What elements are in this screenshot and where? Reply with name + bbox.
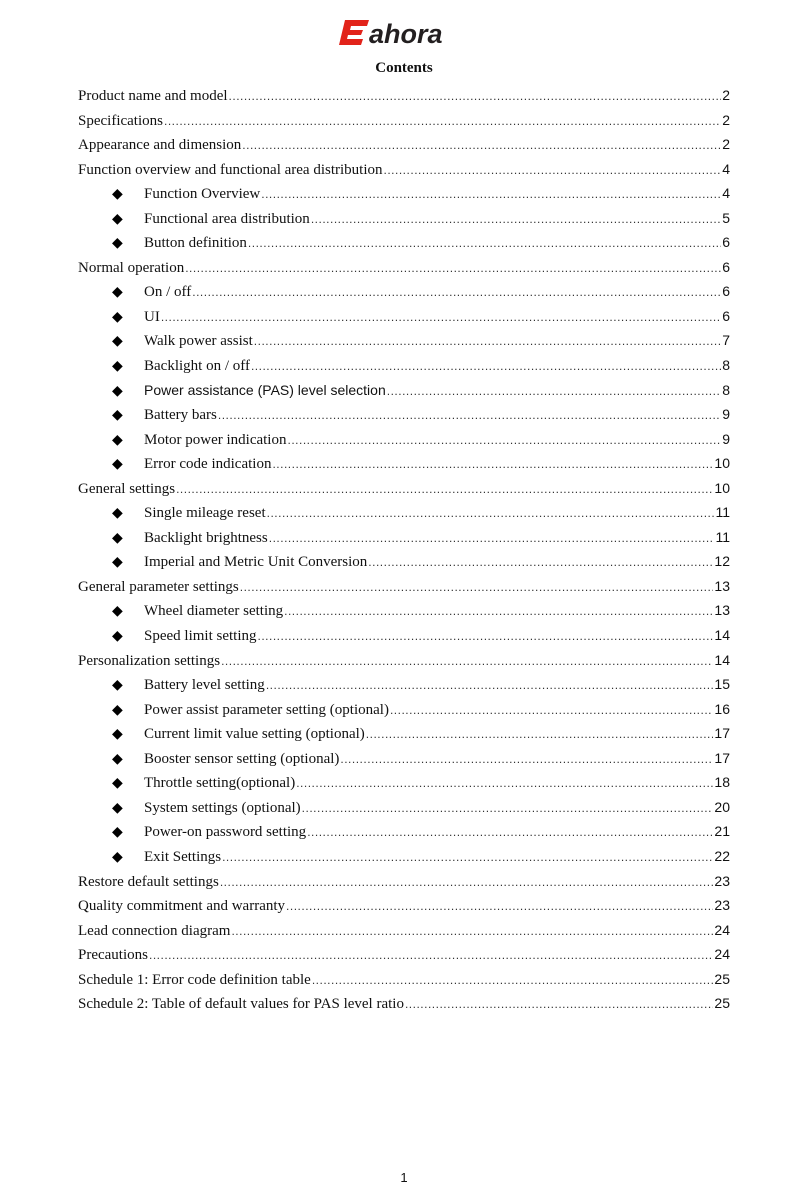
toc-entry-title: Quality commitment and warranty: [78, 898, 286, 915]
diamond-bullet-icon: ◆: [112, 776, 123, 792]
table-of-contents: [78, 83, 730, 1016]
toc-subentry[interactable]: [78, 451, 730, 476]
toc-entry[interactable]: [78, 967, 730, 992]
diamond-bullet-icon: ◆: [112, 506, 123, 522]
dot-leader: [302, 796, 714, 820]
toc-entry[interactable]: [78, 132, 730, 157]
toc-page-number: 7: [722, 332, 730, 349]
toc-page-number: 10: [714, 455, 730, 472]
toc-subentry[interactable]: [78, 795, 730, 820]
diamond-bullet-icon: ◆: [112, 334, 123, 350]
toc-entry-title: General settings: [78, 480, 176, 497]
diamond-bullet-icon: ◆: [112, 849, 123, 865]
dot-leader: [240, 575, 714, 599]
diamond-bullet-icon: ◆: [112, 309, 123, 325]
dot-leader: [266, 673, 714, 697]
toc-entry-title: Walk power assist: [144, 333, 253, 350]
dot-leader: [368, 550, 713, 574]
toc-entry[interactable]: [78, 918, 730, 943]
dot-leader: [231, 919, 713, 943]
toc-page-number: 8: [722, 381, 730, 398]
dot-leader: [218, 403, 721, 427]
toc-subentry[interactable]: [78, 500, 730, 525]
diamond-bullet-icon: ◆: [112, 800, 123, 816]
dot-leader: [164, 109, 721, 133]
toc-subentry[interactable]: [78, 206, 730, 231]
toc-subentry[interactable]: [78, 770, 730, 795]
page-number-footer: 1: [400, 1170, 408, 1185]
toc-subentry[interactable]: [78, 181, 730, 206]
toc-page-number: 21: [714, 823, 730, 840]
toc-page-number: 23: [714, 872, 730, 889]
dot-leader: [287, 428, 721, 452]
toc-page-number: 2: [722, 136, 730, 153]
dot-leader: [405, 992, 713, 1016]
brand-logo: [0, 18, 808, 53]
toc-entry-title: Restore default settings: [78, 873, 219, 890]
diamond-bullet-icon: ◆: [112, 678, 123, 694]
toc-page-number: 6: [722, 283, 730, 300]
toc-entry-title: Normal operation: [78, 259, 185, 276]
toc-entry[interactable]: [78, 574, 730, 599]
dot-leader: [176, 477, 713, 501]
toc-page-number: 4: [722, 160, 730, 177]
toc-page-number: 9: [722, 406, 730, 423]
toc-entry-title: General parameter settings: [78, 578, 239, 595]
toc-entry-title: UI: [144, 308, 160, 325]
toc-entry-title: Appearance and dimension: [78, 137, 242, 154]
toc-page-number: 24: [714, 946, 730, 963]
diamond-bullet-icon: ◆: [112, 727, 123, 743]
dot-leader: [149, 943, 713, 967]
dot-leader: [311, 207, 721, 231]
toc-entry-title: Power-on password setting: [144, 824, 307, 841]
dot-leader: [387, 379, 721, 403]
toc-entry-title: System settings (optional): [144, 799, 301, 816]
toc-subentry[interactable]: [78, 525, 730, 550]
diamond-bullet-icon: ◆: [112, 629, 123, 645]
toc-subentry[interactable]: [78, 279, 730, 304]
toc-entry-title: Power assist parameter setting (optional): [144, 701, 389, 718]
toc-entry-title: Backlight on / off: [144, 358, 250, 375]
toc-subentry[interactable]: [78, 378, 730, 403]
toc-entry-title: Schedule 2: Table of default values for PAS level ratio: [78, 996, 404, 1013]
toc-page-number: 6: [722, 258, 730, 275]
page-title: Contents: [375, 60, 433, 76]
dot-leader: [229, 84, 722, 108]
toc-entry-title: Battery bars: [144, 407, 217, 424]
toc-entry[interactable]: [78, 108, 730, 133]
dot-leader: [269, 526, 715, 550]
toc-entry-title: Lead connection diagram: [78, 922, 231, 939]
toc-entry-title: Booster sensor setting (optional): [144, 750, 340, 767]
toc-page-number: 11: [715, 528, 730, 545]
dot-leader: [307, 820, 713, 844]
diamond-bullet-icon: ◆: [112, 187, 123, 203]
diamond-bullet-icon: ◆: [112, 530, 123, 546]
diamond-bullet-icon: ◆: [112, 285, 123, 301]
logo-wordmark: ahora: [369, 19, 443, 48]
toc-subentry[interactable]: [78, 623, 730, 648]
dot-leader: [312, 968, 714, 992]
dot-leader: [222, 845, 713, 869]
toc-entry[interactable]: [78, 83, 730, 108]
toc-entry-title: Throttle setting(optional): [144, 775, 296, 792]
toc-entry[interactable]: [78, 157, 730, 182]
toc-entry-title: Power assistance (PAS) level selection: [144, 381, 386, 398]
toc-entry-title: Speed limit setting: [144, 628, 257, 645]
diamond-bullet-icon: ◆: [112, 702, 123, 718]
toc-page-number: 2: [722, 111, 730, 128]
diamond-bullet-icon: ◆: [112, 604, 123, 620]
toc-subentry[interactable]: [78, 672, 730, 697]
dot-leader: [390, 698, 713, 722]
toc-page-number: 17: [714, 725, 730, 742]
dot-leader: [192, 280, 721, 304]
toc-entry-title: Imperial and Metric Unit Conversion: [144, 554, 368, 571]
toc-page-number: 10: [714, 479, 730, 496]
toc-page-number: 12: [714, 553, 730, 570]
dot-leader: [185, 256, 721, 280]
dot-leader: [296, 771, 713, 795]
toc-entry-title: Function Overview: [144, 186, 261, 203]
toc-entry-title: Current limit value setting (optional): [144, 726, 365, 743]
toc-page-number: 24: [714, 921, 730, 938]
toc-entry-title: Product name and model: [78, 88, 228, 104]
diamond-bullet-icon: ◆: [112, 211, 123, 227]
dot-leader: [248, 231, 721, 255]
toc-entry-title: Error code indication: [144, 456, 272, 473]
toc-subentry[interactable]: [78, 304, 730, 329]
toc-entry-title: Function overview and functional area distribution: [78, 161, 383, 178]
toc-entry-title: Backlight brightness: [144, 529, 268, 546]
dot-leader: [254, 329, 721, 353]
dot-leader: [261, 182, 721, 206]
toc-page-number: 18: [714, 774, 730, 791]
toc-entry-title: Personalization settings: [78, 652, 221, 669]
toc-entry[interactable]: [78, 991, 730, 1016]
toc-page-number: 14: [714, 651, 730, 668]
toc-entry-title: Battery level setting: [144, 677, 265, 694]
toc-subentry[interactable]: [78, 427, 730, 452]
dot-leader: [272, 452, 713, 476]
toc-page-number: 4: [722, 185, 730, 202]
dot-leader: [384, 158, 722, 182]
toc-entry-title: Specifications: [78, 112, 163, 129]
toc-entry-title: Precautions: [78, 947, 148, 964]
diamond-bullet-icon: ◆: [112, 555, 123, 571]
toc-entry-title: Single mileage reset: [144, 505, 266, 522]
dot-leader: [284, 599, 713, 623]
toc-page-number: 8: [722, 357, 730, 374]
toc-page-number: 2: [722, 87, 730, 103]
toc-entry-title: Motor power indication: [144, 431, 287, 448]
toc-subentry[interactable]: [78, 697, 730, 722]
diamond-bullet-icon: ◆: [112, 432, 123, 448]
dot-leader: [251, 354, 721, 378]
toc-subentry[interactable]: [78, 746, 730, 771]
diamond-bullet-icon: ◆: [112, 457, 123, 473]
toc-subentry[interactable]: [78, 819, 730, 844]
logo-mark: [339, 18, 469, 48]
toc-page-number: 5: [722, 209, 730, 226]
toc-page-number: 9: [722, 430, 730, 447]
toc-page-number: 25: [714, 995, 730, 1012]
toc-page-number: 11: [715, 504, 730, 521]
diamond-bullet-icon: ◆: [112, 825, 123, 841]
toc-subentry[interactable]: [78, 353, 730, 378]
toc-page-number: 13: [714, 577, 730, 594]
toc-page-number: 23: [714, 897, 730, 914]
toc-page-number: 14: [714, 627, 730, 644]
toc-page-number: 22: [714, 847, 730, 864]
diamond-bullet-icon: ◆: [112, 408, 123, 424]
toc-entry-title: Exit Settings: [144, 848, 222, 865]
dot-leader: [286, 894, 713, 918]
dot-leader: [267, 501, 715, 525]
diamond-bullet-icon: ◆: [112, 236, 123, 252]
diamond-bullet-icon: ◆: [112, 751, 123, 767]
dot-leader: [340, 747, 713, 771]
toc-page-number: 25: [714, 970, 730, 987]
toc-subentry[interactable]: [78, 402, 730, 427]
toc-entry-title: On / off: [144, 284, 192, 301]
dot-leader: [366, 722, 714, 746]
toc-page-number: 6: [722, 234, 730, 251]
toc-entry[interactable]: [78, 942, 730, 967]
dot-leader: [258, 624, 714, 648]
toc-subentry[interactable]: [78, 844, 730, 869]
toc-page-number: 15: [714, 676, 730, 693]
toc-page-number: 20: [714, 798, 730, 815]
toc-entry-title: Wheel diameter setting: [144, 603, 284, 620]
toc-entry[interactable]: [78, 869, 730, 894]
toc-subentry[interactable]: [78, 721, 730, 746]
dot-leader: [221, 649, 713, 673]
dot-leader: [242, 133, 721, 157]
toc-entry[interactable]: [78, 476, 730, 501]
toc-page-number: 16: [714, 700, 730, 717]
toc-subentry[interactable]: [78, 598, 730, 623]
toc-entry[interactable]: [78, 893, 730, 918]
diamond-bullet-icon: ◆: [112, 359, 123, 375]
toc-subentry[interactable]: [78, 549, 730, 574]
dot-leader: [220, 870, 714, 894]
dot-leader: [161, 305, 721, 329]
diamond-bullet-icon: ◆: [112, 383, 123, 399]
toc-entry-title: Button definition: [144, 235, 247, 252]
toc-page-number: 6: [722, 307, 730, 324]
toc-subentry[interactable]: [78, 230, 730, 255]
toc-entry-title: Schedule 1: Error code definition table: [78, 971, 311, 988]
toc-entry[interactable]: [78, 255, 730, 280]
toc-entry-title: Functional area distribution: [144, 210, 310, 227]
toc-entry[interactable]: [78, 648, 730, 673]
toc-subentry[interactable]: [78, 328, 730, 353]
toc-page-number: 13: [714, 602, 730, 619]
toc-page-number: 17: [714, 749, 730, 766]
